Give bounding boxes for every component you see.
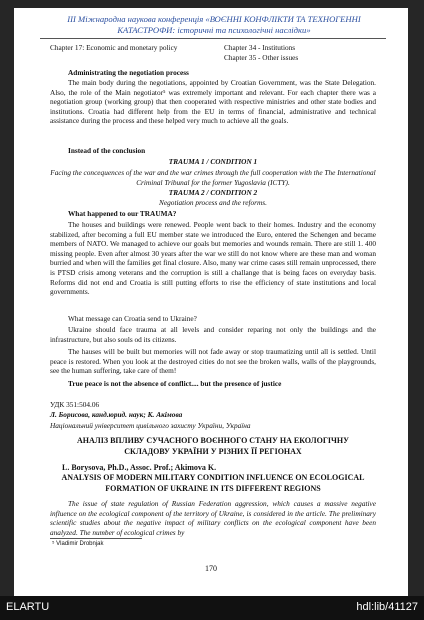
affiliation-ukrainian: Національний університет цивільного захисту України, Україна [50,421,251,430]
paragraph-negotiation: The main body during the negotiations, appointed by Croatian Government, was the State Delegation. Also, the role of the Main negotiator⁵ was extremely important and relevant. For each chapter there was a negotiation group (working group) that then cooperated with respective ministries and other state bodies and institutions. Croatia had different help from the EU in terms of financial, administrative and technical assistance during the process and these helped very much to achieve all the goals. [50,78,376,126]
section-heading-administrating: Administrating the negotiation process [68,68,189,77]
chapter-17: Chapter 17: Economic and monetary policy [50,43,178,52]
paragraph-message: What message can Croatia send to Ukraine? [68,314,197,323]
trauma-2-title: TRAUMA 2 / CONDITION 2 [168,188,258,197]
trauma-1-text: Facing the concequences of the war and the war crimes through the full cooperation with the The International Criminal Tribunal for the former Yugoslavia (ICTY). [50,168,376,187]
authors-english: L. Borysova, Ph.D., Assoc. Prof.; Akimova K. [62,463,217,472]
title-ukrainian: АНАЛІЗ ВПЛИВУ СУЧАСНОГО ВОЄННОГО СТАНУ НА ЕКОЛОГІЧНУ СКЛАДОВУ УКРАЇНИ У РІЗНИХ ЇЇ РЕГІОНАХ [77,436,349,456]
trauma-1-title: TRAUMA 1 / CONDITION 1 [168,157,258,166]
footnote-rule [50,538,142,539]
handle-id: hdl:lib/41127 [356,601,418,613]
section-heading-trauma: What happened to our TRAUMA? [68,209,177,218]
udk-code: УДК 351:504.06 [50,400,100,409]
header-rule [40,38,386,39]
paragraph-what-happened: The houses and buildings were renewed. People went back to their homes. Industry and the economy stabilized, after becoming a full EU member state we introduced the Euro, entered the Schengen and became members of NATO. We managed to achieve our goals but memories and wounds remain. There are still 1. 400 missing people. Even after almost 30 years after the war we still do not know where are these man and woman burried and when will the families get final closure. Also, many war crime cases still remain unprocessed, there is PTSD crisis among veterans and the corruption is still a challange that is being faces on everyday basis. Reforms did not end and Croatia is still putting efforts to rise the efficiency of state institutions and local governments. [50,220,376,297]
header-line-1: ІІІ Міжнародна наукова конференція «ВОЄННІ КОНФЛІКТИ ТА ТЕХНОГЕННІ [67,14,361,24]
section-heading-conclusion: Instead of the conclusion [68,146,146,155]
title-english: ANALYSIS OF MODERN MILITARY CONDITION INFLUENCE ON ECOLOGICAL FORMATION OF UKRAINE IN ITS DIFFERENT REGIONS [61,473,365,493]
header-line-2: КАТАСТРОФИ: історичні та психологічні наслідки» [117,24,311,35]
document-page [14,8,408,596]
conference-header [44,14,384,35]
authors-ukrainian: Л. Борисова, канд.юрид. наук; К. Акімова [50,410,183,419]
abstract: The issue of state regulation of Russian Federation aggression, which causes a massive negative influence on the ecological component of the territory of Ukraine, is considered in the article. The preliminary scientific studies about the negative impact of military conflicts on the ecological component have been analyzed. The number of ecological crimes by [50,499,376,537]
chapter-35: Chapter 35 - Other issues [224,53,299,62]
paragraph-houses: The hauses will be built but memories will not fade away or stop traumatizing until all is settled. Until peace is restored. When you look at the destroyed cities do not see the broken walls, walls of the playgrounds, see the human suffering, take care of them! [50,347,376,376]
trauma-2-text: Negotiation process and the reforms. [159,198,267,207]
chapter-34: Chapter 34 - Institutions [224,43,296,52]
bottom-bar [0,596,424,620]
repository-name: ELARTU [6,601,50,613]
page-number: 170 [205,564,217,573]
closing-statement: True peace is not the absence of conflict.... but the presence of justice [68,379,282,388]
paragraph-ukraine: Ukraine should face trauma at all levels and consider reparing not only the buildings and the infrastructure, but also souls od its citizens. [50,325,376,344]
footnote: ⁵ Vladimir Drobnjak [52,541,104,547]
